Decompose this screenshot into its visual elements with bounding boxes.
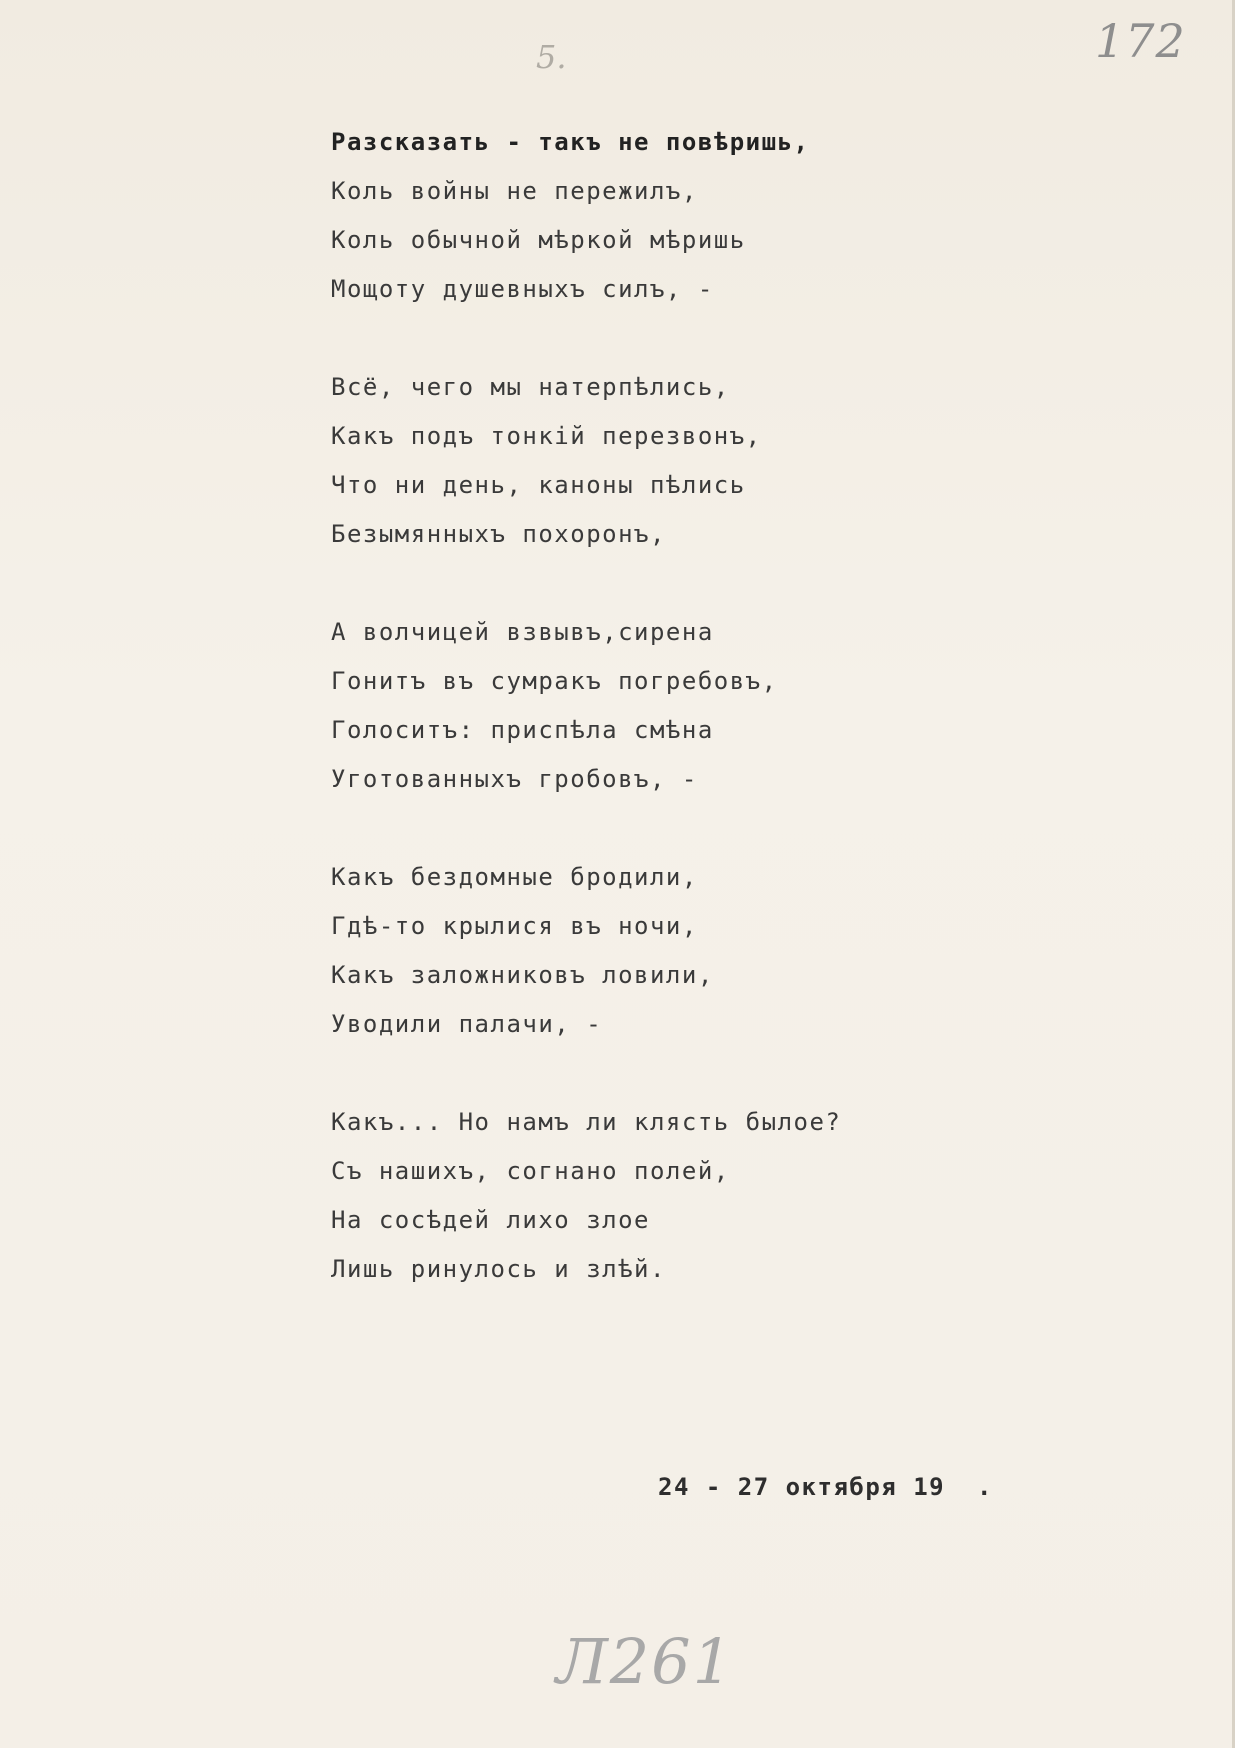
- poem-stanza-4: [331, 853, 841, 1049]
- poem-line: Какъ бездомные бродили,: [331, 863, 698, 891]
- handwritten-folio-number: 172: [1095, 14, 1186, 68]
- poem-text: [331, 118, 841, 1343]
- poem-line: Голоситъ: приспѣла смѣна: [331, 716, 714, 744]
- poem-line: Коль войны не пережилъ,: [331, 177, 698, 205]
- poem-line: Мощоту душевныхъ силъ, -: [331, 275, 714, 303]
- poem-line: Съ нашихъ, согнано полей,: [331, 1157, 730, 1185]
- poem-line: Какъ подъ тонкій перезвонъ,: [331, 422, 762, 450]
- poem-line: Какъ... Но намъ ли клясть былое?: [331, 1108, 842, 1136]
- poem-line: На сосѣдей лихо злое: [331, 1206, 650, 1234]
- poem-line: Уготованныхъ гробовъ, -: [331, 765, 698, 793]
- poem-line: Лишь ринулось и злѣй.: [331, 1255, 666, 1283]
- handwritten-page-number: 5.: [536, 38, 567, 76]
- poem-stanza-3: [331, 608, 841, 804]
- poem-stanza-1: [331, 118, 841, 314]
- poem-line: Какъ заложниковъ ловили,: [331, 961, 714, 989]
- poem-line: А волчицей взвывъ,сирена: [331, 618, 714, 646]
- poem-line: Коль обычной мѣркой мѣришь: [331, 226, 746, 254]
- poem-line: Безымянныхъ похоронъ,: [331, 520, 666, 548]
- poem-line: Гдѣ-то крылися въ ночи,: [331, 912, 698, 940]
- poem-line: Что ни день, каноны пѣлись: [331, 471, 746, 499]
- poem-line: Всё, чего мы натерпѣлись,: [331, 373, 730, 401]
- poem-stanza-2: [331, 363, 841, 559]
- handwritten-archive-number: Л261: [556, 1625, 735, 1698]
- poem-line: Разсказать - такъ не повѣришь,: [331, 128, 810, 156]
- poem-line: Гонитъ въ сумракъ погребовъ,: [331, 667, 778, 695]
- poem-line: Уводили палачи, -: [331, 1010, 603, 1038]
- poem-date: 24 - 27 октября 19 .: [658, 1473, 993, 1501]
- poem-stanza-5: [331, 1098, 841, 1294]
